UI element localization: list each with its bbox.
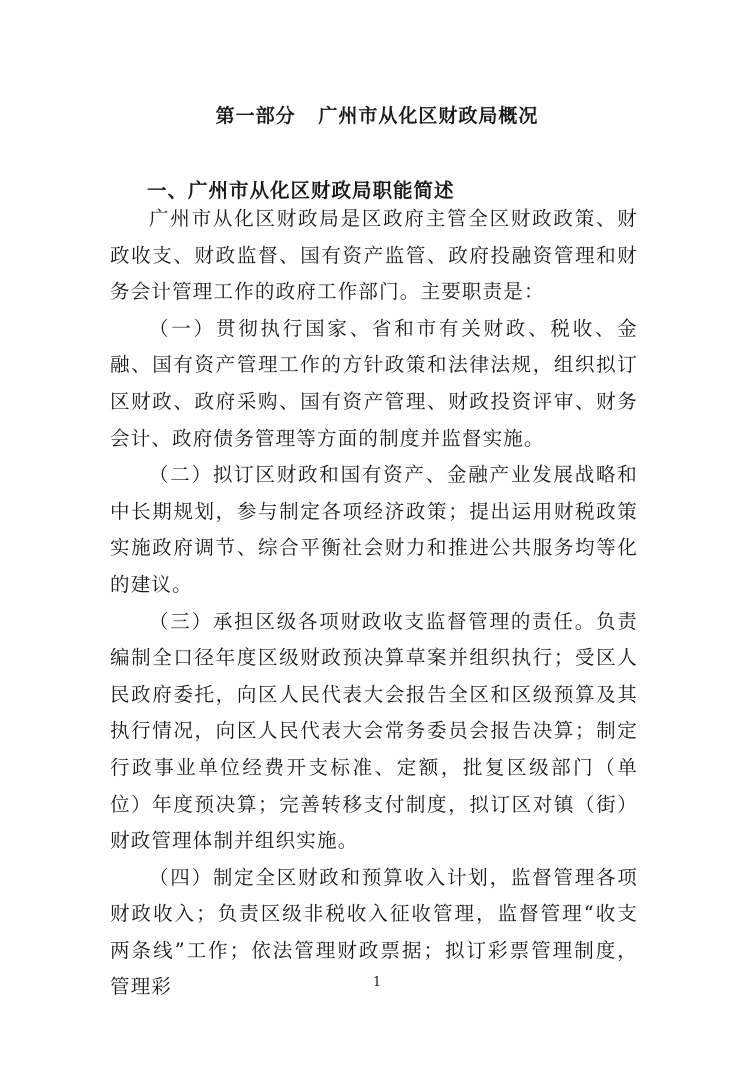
paragraph-duty-3: （三）承担区级各项财政收支监督管理的责任。负责编制全口径年度区级财政预决算草案并组织执行；受区人民政府委托，向区人民代表大会报告全区和区级预算及其执行情况，向区人民代表大会常务委员会报告决算；制定行政事业单位经费开支标准、定额，批复区级部门（单位）年度预决算；完善转移支付制度，拟订区对镇（街）财政管理体制并组织实施。 bbox=[110, 609, 638, 853]
page-number: 1 bbox=[372, 975, 382, 990]
paragraph-intro: 广州市从化区财政局是区政府主管全区财政政策、财政收支、财政监督、国有资产监管、政府投融资管理和财务会计管理工作的政府工作部门。主要职责是： bbox=[110, 207, 638, 304]
paragraph-duty-2: （二）拟订区财政和国有资产、金融产业发展战略和中长期规划，参与制定各项经济政策；提出运用财税政策实施政府调节、综合平衡社会财力和推进公共服务均等化的建议。 bbox=[110, 463, 638, 596]
section-heading: 一、广州市从化区财政局职能简述 bbox=[147, 179, 455, 202]
body-text bbox=[110, 201, 638, 1006]
paragraph-duty-4: （四）制定全区财政和预算收入计划，监督管理各项财政收入；负责区级非税收入征收管理，监督管理“收支两条线”工作；依法管理财政票据；拟订彩票管理制度，管理彩 bbox=[110, 865, 638, 999]
paragraph-duty-1: （一）贯彻执行国家、省和市有关财政、税收、金融、国有资产管理工作的方针政策和法律法规，组织拟订区财政、政府采购、国有资产管理、财政投资评审、财务会计、政府债务管理等方面的制度并监督实施。 bbox=[110, 316, 638, 450]
document-title: 第一部分 广州市从化区财政局概况 bbox=[215, 105, 539, 127]
